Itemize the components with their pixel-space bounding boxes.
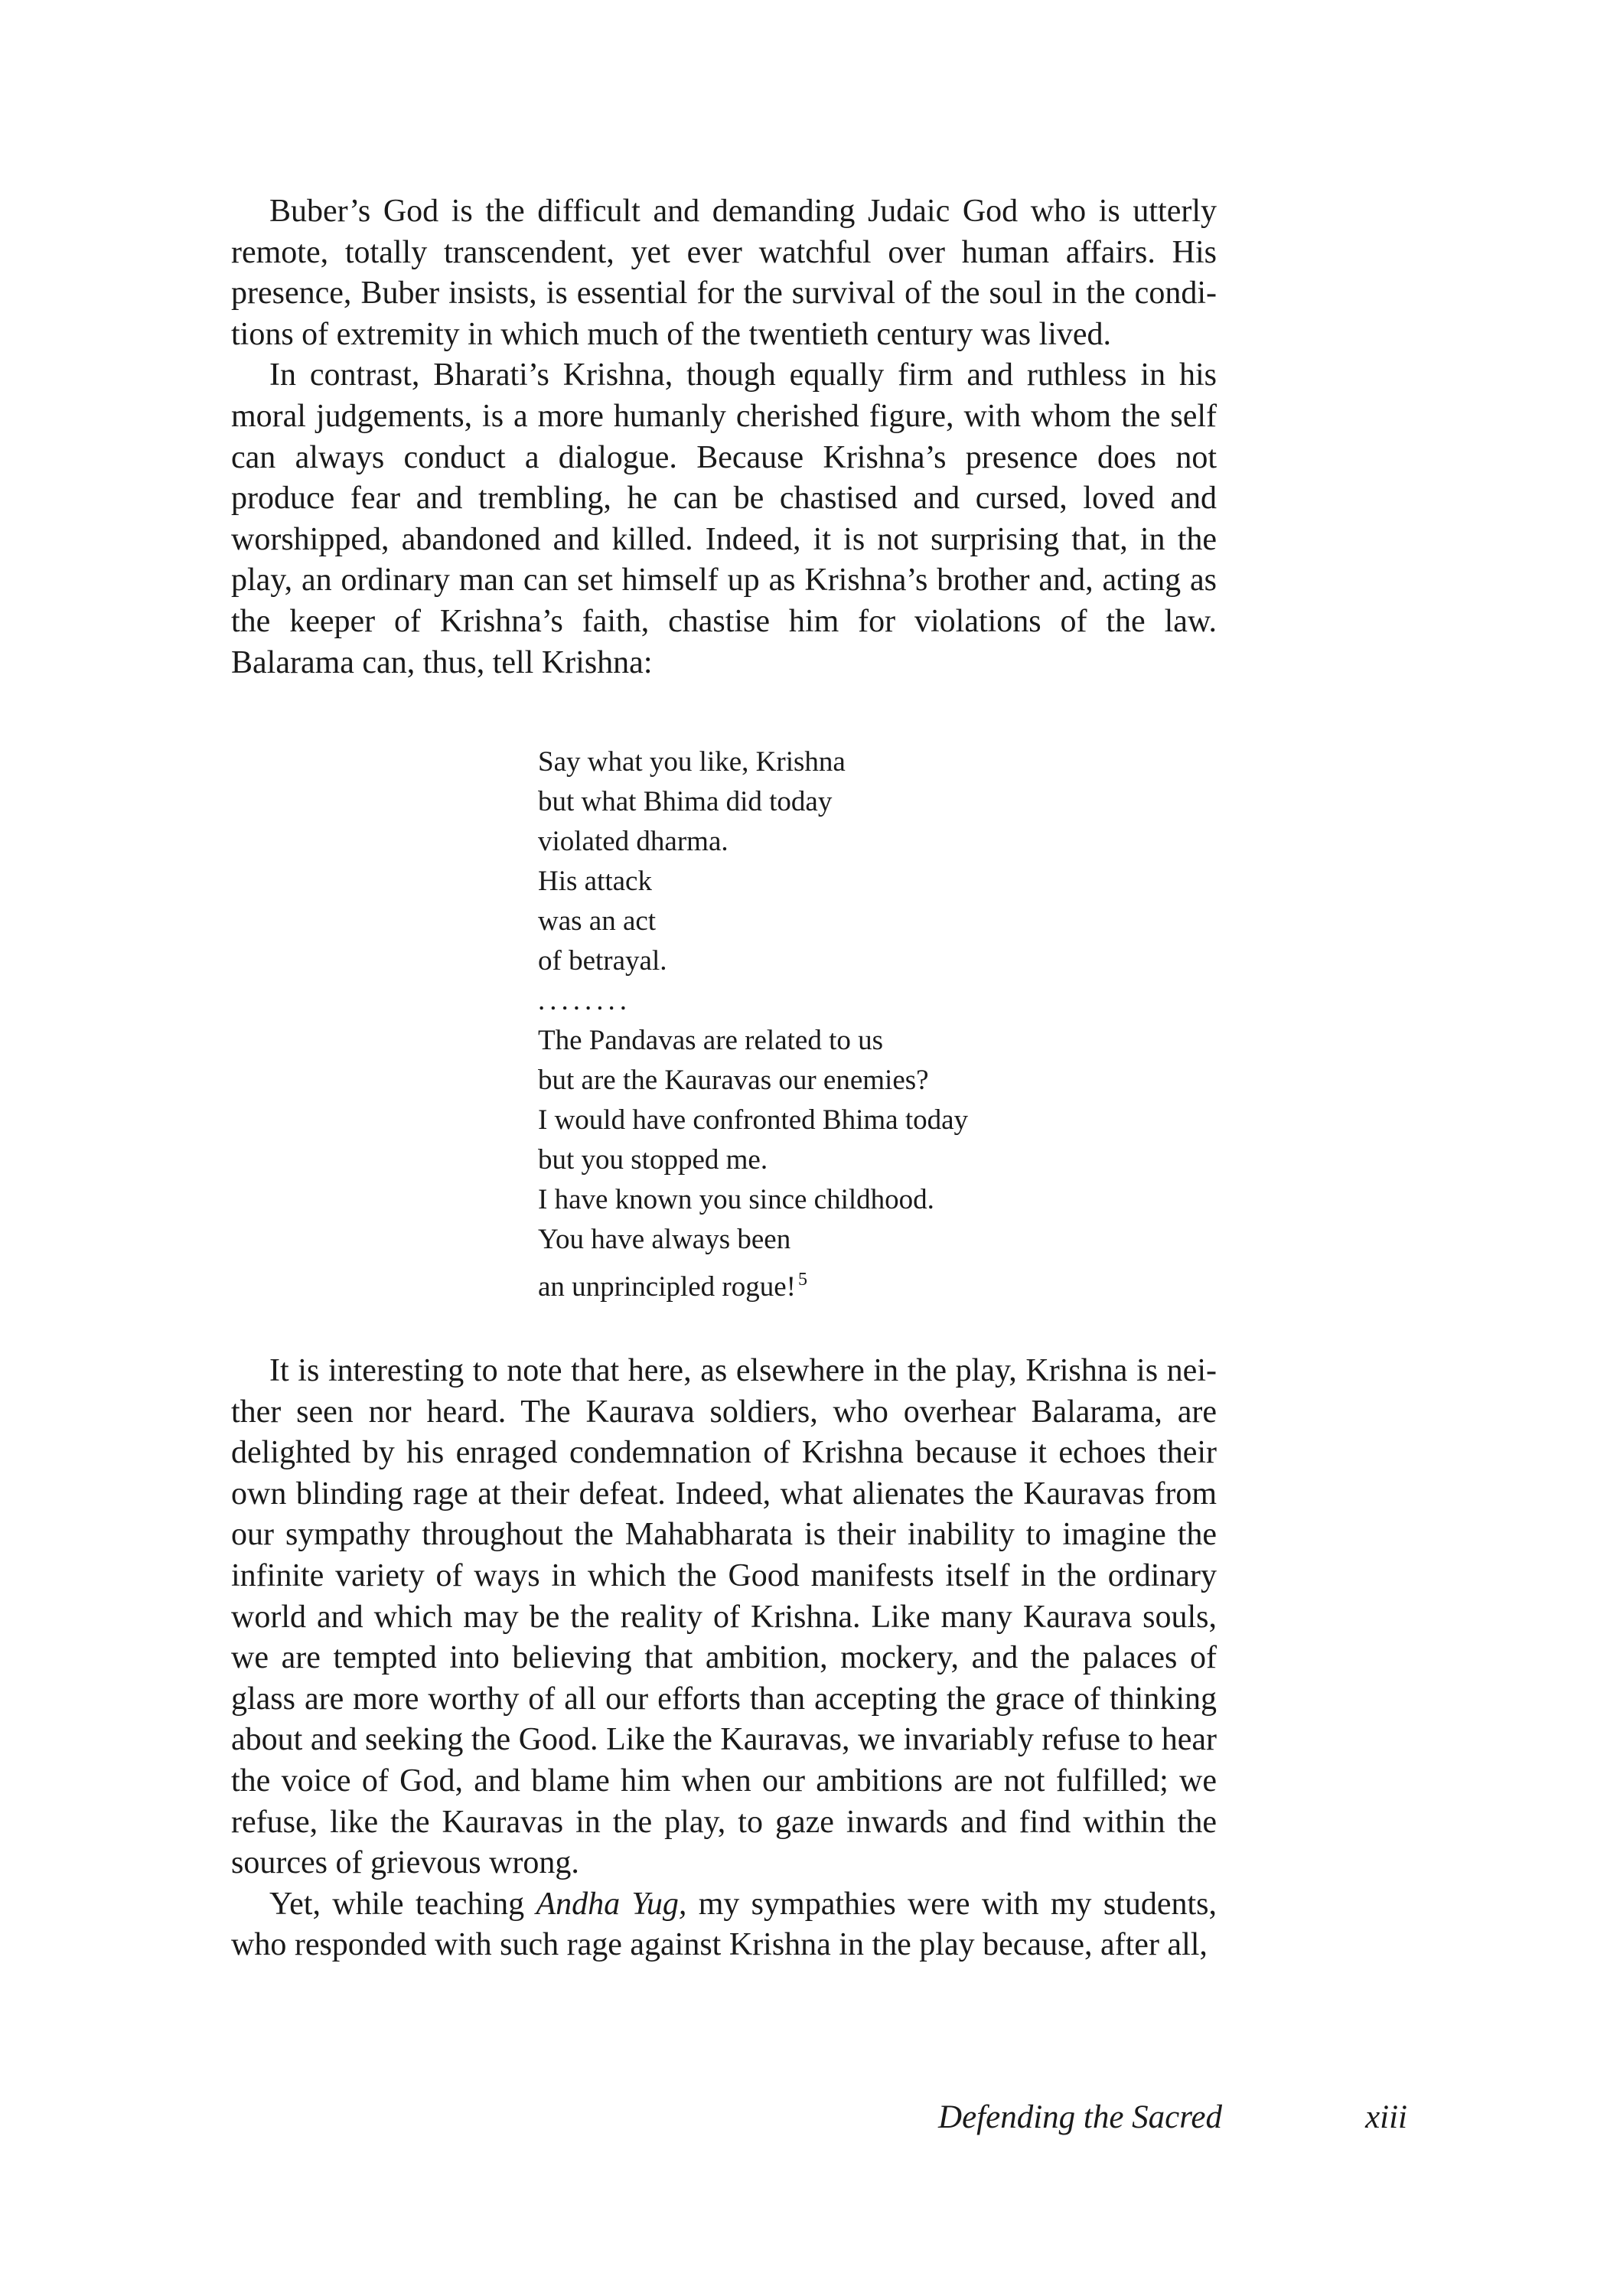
body-text-upper [231, 191, 1217, 683]
verse-line: I have known you since childhood. [538, 1184, 934, 1215]
verse-line: was an act [538, 905, 657, 937]
verse-line: but are the Kauravas our enemies? [538, 1065, 929, 1096]
verse-line: but you stopped me. [538, 1144, 768, 1176]
verse-line-final-text: an unprincipled rogue! [538, 1271, 796, 1303]
paragraph-teaching-start: Yet, while teaching [269, 1886, 536, 1922]
footnote-marker[interactable]: 5 [798, 1270, 807, 1290]
verse-line: of betrayal. [538, 945, 667, 977]
body-text-lower [231, 1351, 1217, 1966]
verse-ellipsis: ........ [538, 985, 631, 1016]
verse-line-final [538, 1260, 1074, 1307]
verse-line: You have always been [538, 1224, 791, 1255]
paragraph-buber: Buber’s God is the difficult and demanding Judaic God who is utterly remote, totally transcendent, yet ever watchful over human affairs. His presence, Buber insists, is essential for the survival of the soul in the conditions of extremity in which much of the twentieth century was lived. [231, 194, 1217, 352]
paragraph-teaching [231, 1884, 1217, 1966]
running-title: Defending the Sacred [938, 2099, 1222, 2135]
verse-line: but what Bhima did today [538, 786, 833, 817]
paragraph-kaurava: It is interesting to note that here, as elsewhere in the play, Krishna is neither seen nor heard. The Kaurava soldiers, who overhear Balarama, are delighted by his enraged condemnation of Krishna because it echoes their own blinding rage at their defeat. Indeed, what alienates the Kauravas from our sympathy throughout the Mahabharata is their inability to imagine the infinite variety of ways in which the Good manifests itself in the ordinary world and which may be the reality of Krishna. Like many Kaurava souls, we are tempted into believing that ambition, mockery, and the palaces of glass are more worthy of all our efforts than accepting the grace of thinking about and seeking the Good. Like the Kauravas, we invariably refuse to hear the voice of God, and blame him when our ambitions are not fulfilled; we refuse, like the Kauravas in the play, to gaze inwards and find within the sources of grievous wrong. [231, 1353, 1217, 1881]
verse-line: violated dharma. [538, 826, 729, 857]
paragraph-bharati: In contrast, Bharati’s Krishna, though equally firm and ruthless in his moral judgements, is a more humanly cherished figure, with whom the self can always conduct a dialogue. Because Krishna’s presence does not produce fear and trembling, he can be chastised and cursed, loved and worshipped, abandoned and killed. Indeed, it is not surprising that, in the play, an ordinary man can set himself up as Krishna’s brother and, acting as the keeper of Krishna’s faith, chastise him for violations of the law. Balarama can, thus, tell Krishna: [231, 357, 1217, 680]
page-number: xiii [1365, 2099, 1407, 2135]
verse-line: His attack [538, 866, 652, 897]
verse-quotation [538, 742, 1074, 1307]
verse-line: The Pandavas are related to us [538, 1025, 884, 1056]
verse-line: Say what you like, Krishna [538, 746, 846, 778]
verse-line: I would have confronted Bhima today [538, 1104, 969, 1136]
play-title: Andha Yug, [536, 1886, 687, 1922]
paragraph-teaching-end: my sympathies were with my students, who responded with such rage against Krishna in the play because, after all, [231, 1886, 1217, 1963]
